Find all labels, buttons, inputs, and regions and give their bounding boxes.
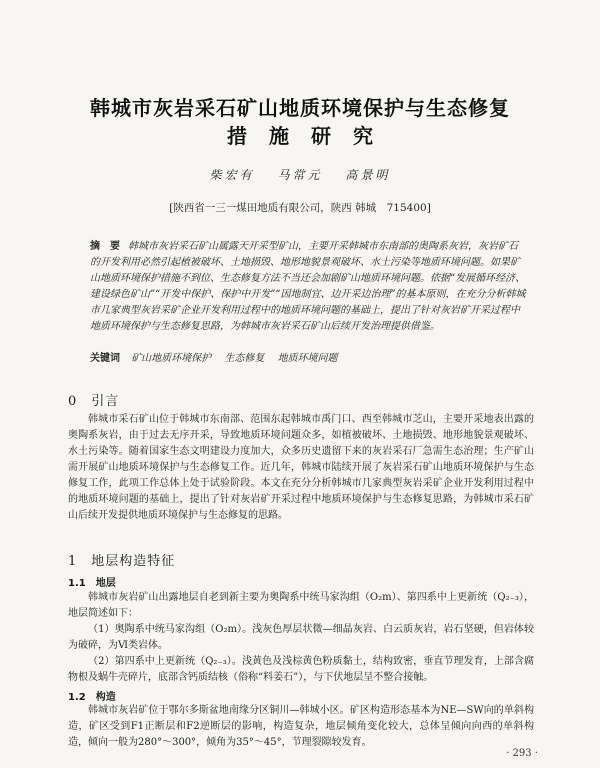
keywords-label: 关键词 [90, 353, 120, 364]
abstract-block [90, 239, 526, 335]
subsection-number: 1.1 [68, 578, 86, 589]
section-title: 引言 [91, 394, 120, 409]
author-list [0, 166, 600, 183]
subsection-title: 地层 [95, 578, 116, 589]
strata-paragraph: 韩城市灰岩矿山出露地层自老到新主要为奥陶系中统马家沟组（O₂m）、第四系中上更新统（Q₂₋₃），地层简述如下： [68, 592, 534, 619]
paper-title-line2: 措施研究 [227, 124, 395, 148]
author-name: 高景明 [345, 168, 391, 182]
affiliation: [陕西省一三一煤田地质有限公司，陕西 韩城 715400] [169, 202, 431, 214]
page-number: · 293 · [506, 748, 538, 759]
abstract-label: 摘 要 [90, 241, 120, 252]
strata-item-2: （2）第四系中上更新统（Q₂₋₃）。浅黄色及浅棕黄色粉质黏土，结构致密，垂直节理发育，上部含腐物根及蜗牛壳碎片，底部含钙质结核（俗称“料姜石”），与下伏地层呈不整合接触。 [68, 656, 534, 683]
subsection-number: 1.2 [68, 692, 86, 703]
section-title: 地层构造特征 [91, 554, 176, 569]
abstract-text: 韩城市灰岩采石矿山属露天开采型矿山，主要开采韩城市东南部的奥陶系灰岩，灰岩矿石的开发利用必然引起植被破坏、土地损毁、地形地貌景观破坏、水土污染等地质环境问题。如果矿山地质环境保护措施不到位、生态修复方法不当还会加剧矿山地质环境问题。依据“发展循环经济、建设绿色矿山”“开发中保护、保护中开发”“因地制宜、边开采边治理”的基本原则，在充分分析韩城市几家典型灰岩采矿企业开发利用过程中的地质环境问题的基础上，提出了针对灰岩矿开采过程中地质环境保护与生态修复思路，为韩城市灰岩采石矿山后续开发治理提供借鉴。 [90, 241, 526, 332]
author-name: 柴宏有 [209, 168, 255, 182]
keyword: 生态修复 [224, 353, 265, 364]
paper-title-line1: 韩城市灰岩采石矿山地质环境保护与生态修复 [90, 96, 510, 120]
section-number: 1 [68, 554, 78, 569]
strata-item-1: （1）奥陶系中统马家沟组（O₂m）。浅灰色厚层状微—细晶灰岩、白云质灰岩，岩石坚硬，但岩体较为破碎，为Ⅵ类岩体。 [68, 624, 534, 651]
subsection-heading-1-1 [68, 574, 116, 589]
author-name: 马常元 [277, 168, 323, 182]
structure-paragraph: 韩城市灰岩矿位于鄂尔多斯盆地南缘分区铜川—韩城小区。矿区构造形态基本为NE—SW向的单斜构造，矿区受到F1正断层和F2逆断层的影响，构造复杂，地层倾角变化较大，总体呈倾向向西的单斜构造，倾向一般为280°～300°，倾角为35°～45°，节理裂隙较发育。 [68, 705, 534, 748]
intro-paragraph: 韩城市采石矿山位于韩城市东南部、范围东起韩城市禹门口、西至韩城市芝山，主要开采地表出露的奥陶系灰岩，由于过去无序开采，导致地质环境问题众多，如植被破坏、土地损毁、地形地貌景观破坏、水土污染等。随着国家生态文明建设力度加大，众多历史遗留下来的灰岩采石厂急需生态治理；生产矿山需开展矿山地质环境保护与生态修复工作。近几年，韩城市陆续开展了灰岩采石矿山地质环境保护与生态修复工作，此项工作总体上处于试验阶段。本文在充分分析韩城市几家典型灰岩采矿企业开发利用过程中的地质环境问题的基础上，提出了针对灰岩矿开采过程中地质环境保护与生态修复思路，为韩城市采石矿山后续开发提供地质环境保护与生态修复的思路。 [68, 414, 534, 521]
section-number: 0 [68, 394, 78, 409]
section-heading-1 [68, 550, 175, 569]
subsection-title: 构造 [95, 692, 116, 703]
keywords-block [90, 352, 526, 366]
section-heading-intro [68, 390, 119, 409]
subsection-heading-1-2 [68, 688, 116, 703]
keyword: 矿山地质环境保护 [131, 353, 212, 364]
keyword: 地质环境问题 [277, 353, 338, 364]
